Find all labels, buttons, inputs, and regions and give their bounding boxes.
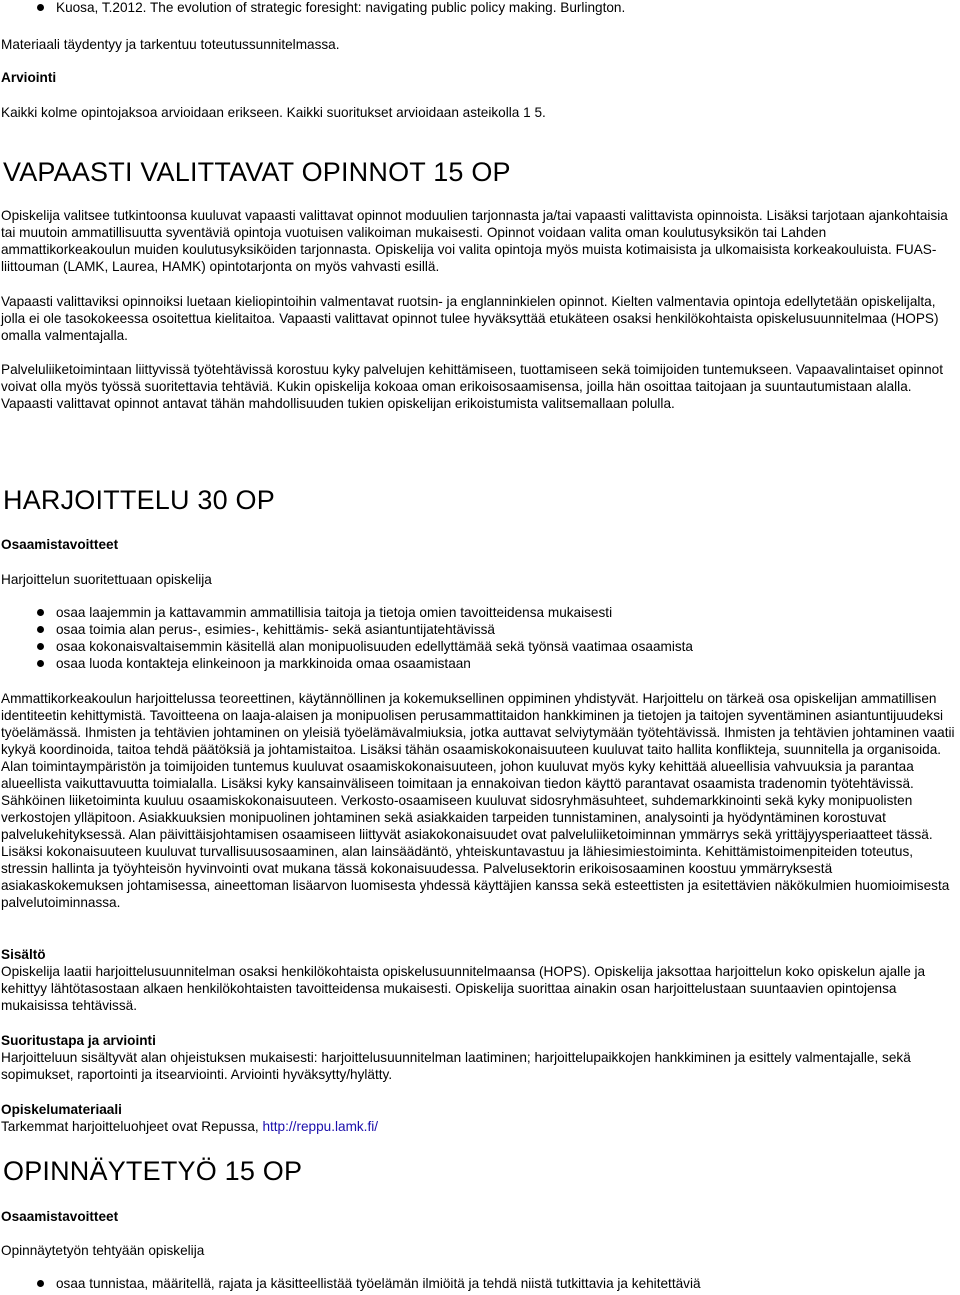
reference-list [1,0,957,16]
practice-outcomes-intro: Harjoittelun suoritettuaan opiskelija [1,572,212,587]
thesis-outcomes-list [1,1275,957,1292]
practice-content-text: Opiskelija laatii harjoittelusuunnitelman osaksi henkilökohtaista opiskelusuunnitelmaansa (HOPS). Opiskelija jaksottaa harjoittelun koko opiskelun ajalle ja kehittyy lähtötasostaan alkaen henkilökohtaisten tavoitteidensa mukaisesti. Opiskelija suorittaa ainakin osan harjoittelustaan suuntaavien opintojensa mukaisissa tehtävissä. [1,964,926,1013]
bullet-icon [37,1280,44,1287]
list-item [1,0,957,16]
practice-outcomes-list [1,604,957,672]
practice-method-heading: Suoritustapa ja arviointi [1,1033,156,1048]
bullet-icon [37,643,44,650]
list-item [1,638,957,655]
list-item [1,621,957,638]
reppu-link[interactable]: http://reppu.lamk.fi/ [262,1119,379,1134]
elective-paragraph-2: Vapaasti valittaviksi opinnoiksi luetaan kieliopintoihin valmentavat ruotsin- ja englanninkielen opinnot. Kielten valmentavia opintoja edellytetään opiskelijalta, jolla ei ole tasokokeessa osoitettua kielitaitoa. Vapaasti valittavat opinnot tulee hyväksyttää etukäteen osaksi henkilökohtaista opiskelusuunnitelmaa (HOPS) omalla valmentajalla. [1,294,939,343]
outcome-text: osaa kokonaisvaltaisemmin käsitellä alan monipuolisuuden edellyttämää sekä työnsä vaatimaa osaamista [56,639,693,654]
bullet-icon [37,4,44,11]
elective-paragraph-1: Opiskelija valitsee tutkintoonsa kuuluvat vapaasti valittavat opinnot moduulien tarjonnasta ja/tai vapaasti valittavista opinnoista. Lisäksi tarjotaan ajankohtaisia tai muutoin ammatillisuutta syventäviä opintoja vuotuisen valikoiman mukaisesti. Opinnot voidaan valita oman koulutusyksikön tai Lahden ammattikorkeakoulun muiden koulutusyksiköiden tarjonnasta. Opiskelija voi valita opintoja myös muista kotimaisista ja ulkomaisista korkeakouluista. FUAS-liittouman (LAMK, Laurea, HAMK) opintotarjonta on myös vahvasti esillä. [1,208,948,274]
practice-outcomes-heading: Osaamistavoitteet [1,537,119,552]
list-item [1,604,957,621]
list-item [1,1275,957,1292]
practice-heading: HARJOITTELU 30 OP [3,485,275,515]
practice-body: Ammattikorkeakoulun harjoittelussa teoreettinen, käytännöllinen ja kokemuksellinen oppiminen yhdistyvät. Harjoittelu on tärkeä osa opiskelijan ammatillisen identiteetin kehittymistä. Tavoitteena on laaja-alaisen ja monipuolisen perusammattitaidon hankkiminen ja tietojen ja taitojen syventäminen asiantuntijuudeksi työelämässä. Ihmisten ja tehtävien johtaminen on yleisiä työelämävalmiuksia, jotka auttavat selviytymään työtehtävissä. Ihmisten ja tehtävien johtaminen vaatii kykyä koordinoida, taitoa tehdä päätöksiä ja johtamistaitoa. Lisäksi tähän osaamiskokonaisuuteen kuuluvat taito hallita konflikteja, suunnitella ja organisoida. Alan toimintaympäristön ja toimijoiden tuntemus kuuluvat osaamiskokonaisuuteen, johon kuuluvat myös kyky kehittää alueellisia vahvuuksia ja parantaa alueellista vaikuttavuutta toimialalla. Lisäksi kyky kansainväliseen toimitaan ja ennakoivan tiedon käyttö parantavat osaamista tradenomin työtehtävissä. Sähköinen liiketoiminta kuuluu osaamiskokonaisuuteen. Verkosto-osaamiseen kuuluvat sidosryhmäsuhteet, suhdemarkkinointi sekä kyky monipuolisten verkostojen ylläpitoon. Asiakkuuksien monipuolinen johtaminen sekä asiakkaiden tarpeiden tunnistaminen, analysointi ja hyödyntäminen korostuvat palvelukehityksessä. Alan päivittäisjohtamisen osaamiseen liittyvät asiakokonaisuudet ovat palveluliiketoiminnan ymmärrys sekä yrittäjyysperiaatteet tässä. Lisäksi kokonaisuuteen kuuluvat turvallisuusosaaminen, alan lainsäädäntö, yhteiskuntavastuu ja lähiesimiestoiminta. Kehittämistoimenpiteiden toteutus, stressin hallinta ja työyhteisön hyvinvointi ovat mukana tässä kokonaisuudessa. Palvelusektorin erikoisosaaminen koostuu ymmärryksestä asiakaskokemuksen johtamisessa, aineettoman lisäarvon luomisesta yhdessä käyttäjien kanssa sekä esteettisten ja esitettävien näkökulmien huomioimisesta palvelutoiminnassa. [1,691,955,910]
bullet-icon [37,660,44,667]
bullet-icon [37,609,44,616]
elective-paragraph-3: Palveluliiketoimintaan liittyvissä työtehtävissä korostuu kyky palvelujen kehittämiseen, tuottamiseen sekä toimijoiden tuntemukseen. Vapaavalintaiset opinnot voivat olla myös työssä suoritettavia tehtäviä. Kukin opiskelija kokoaa oman erikoisosaamisensa, joilla hän osoittaa taitojaan ja suuntautumistaan alalla. Vapaasti valittavat opinnot antavat tähän mahdollisuuden tukien opiskelijan erikoistumista valitsemallaan polulla. [1,362,943,411]
practice-material-heading: Opiskelumateriaali [1,1102,122,1117]
outcome-text: osaa tunnistaa, määritellä, rajata ja käsitteellistää työelämän ilmiöitä ja tehdä niistä tutkittavia ja kehitettäviä [56,1276,701,1291]
assessment-heading: Arviointi [1,70,57,85]
practice-material-text: Tarkemmat harjoitteluohjeet ovat Repussa, [1,1119,263,1134]
practice-method-text: Harjoitteluun sisältyvät alan ohjeistuksen mukaisesti: harjoittelusuunnitelman laatiminen; harjoittelupaikkojen hankkiminen ja esittely valmentajalle, sekä sopimukset, raportointi ja itsearviointi. Arviointi hyväksytty/hylätty. [1,1050,911,1082]
practice-content-heading: Sisältö [1,947,46,962]
thesis-outcomes-intro: Opinnäytetyön tehtyään opiskelija [1,1243,205,1258]
bullet-icon [37,626,44,633]
materials-note: Materiaali täydentyy ja tarkentuu toteutussunnitelmassa. [1,37,340,52]
outcome-text: osaa luoda kontakteja elinkeinoon ja markkinoida omaa osaamistaan [56,656,471,671]
outcome-text: osaa toimia alan perus-, esimies-, kehittämis- sekä asiantuntijatehtävissä [56,622,495,637]
assessment-text: Kaikki kolme opintojaksoa arvioidaan erikseen. Kaikki suoritukset arvioidaan asteikolla 1 5. [1,105,546,120]
reference-text: Kuosa, T.2012. The evolution of strategic foresight: navigating public policy making. Burlington. [56,0,626,15]
list-item [1,655,957,672]
outcome-text: osaa laajemmin ja kattavammin ammatillisia taitoja ja tietoja omien tavoitteidensa mukaisesti [56,605,613,620]
elective-heading: VAPAASTI VALITTAVAT OPINNOT 15 OP [3,157,511,187]
practice-material-line [1,1118,957,1135]
thesis-outcomes-heading: Osaamistavoitteet [1,1209,119,1224]
thesis-heading: OPINNÄYTETYÖ 15 OP [3,1156,303,1186]
